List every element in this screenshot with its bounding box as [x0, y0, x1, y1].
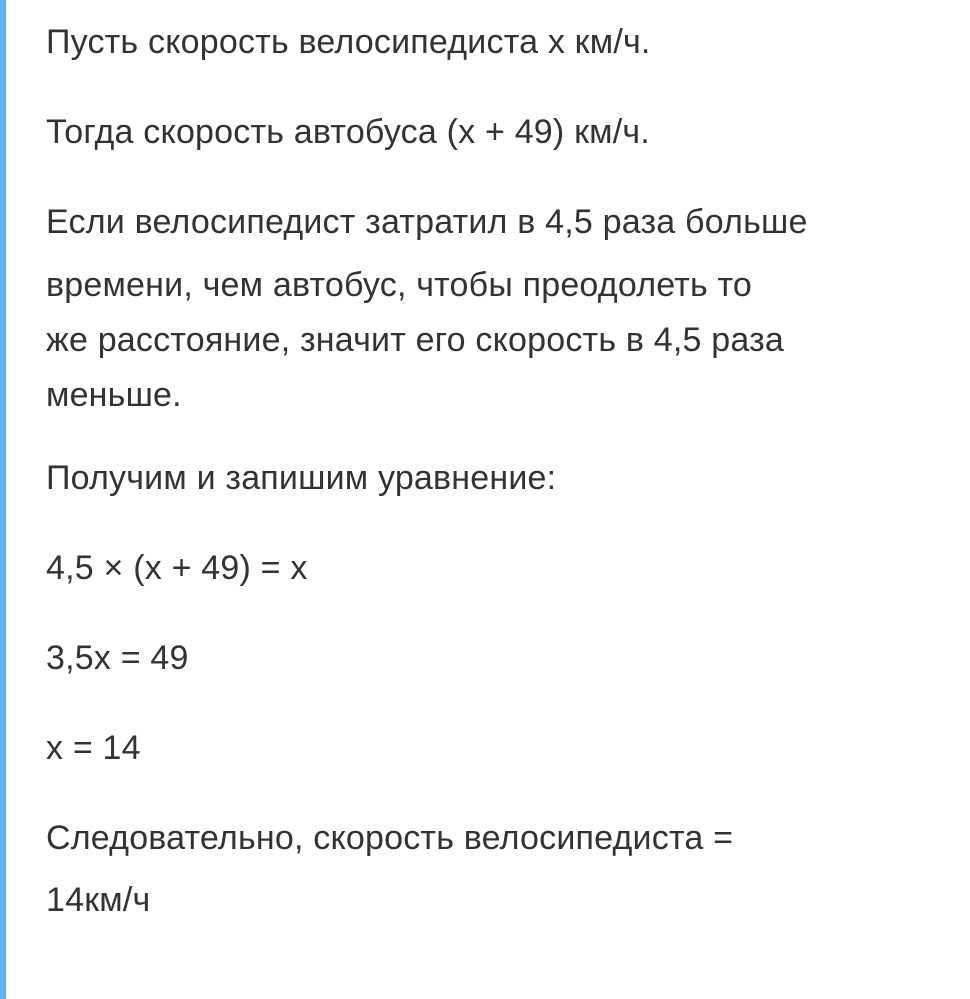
bus-speed-line: Тогда скорость автобуса (x + 49) км/ч.	[46, 113, 650, 151]
equation-2: 3,5x = 49	[46, 639, 189, 677]
reasoning-line-2: времени, чем автобус, чтобы преодолеть то	[46, 266, 753, 304]
conclusion-line-1: Следовательно, скорость велосипедиста =	[46, 819, 734, 857]
equation-3: x = 14	[46, 729, 141, 767]
left-accent-bar	[0, 0, 6, 999]
reasoning-line-4: меньше.	[46, 376, 182, 414]
intro-line: Пусть скорость велосипедиста x км/ч.	[46, 23, 651, 61]
equation-1: 4,5 × (x + 49) = x	[46, 549, 308, 587]
conclusion-line-2: 14км/ч	[46, 881, 151, 919]
reasoning-line-1: Если велосипедист затратил в 4,5 раза больше	[46, 203, 808, 241]
equation-intro-line: Получим и запишим уравнение:	[46, 459, 557, 497]
reasoning-line-3: же расстояние, значит его скорость в 4,5 раза	[46, 321, 785, 359]
